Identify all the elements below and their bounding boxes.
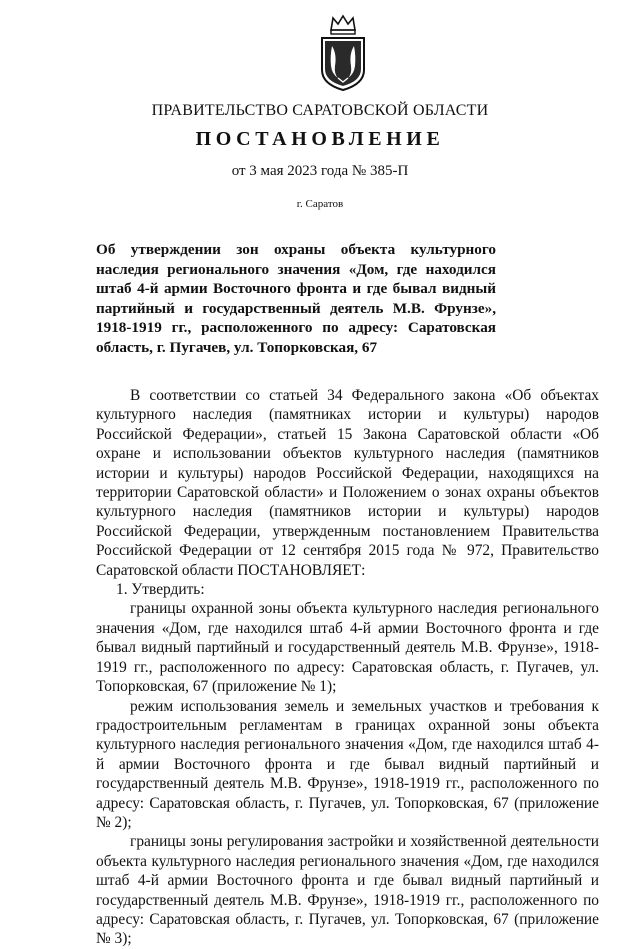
document-date-number: от 3 мая 2023 года № 385-П <box>231 163 409 179</box>
organization-name: ПРАВИТЕЛЬСТВО САРАТОВСКОЙ ОБЛАСТИ <box>151 102 489 119</box>
document-type: ПОСТАНОВЛЕНИЕ <box>195 128 445 150</box>
document-city: г. Саратов <box>296 198 344 210</box>
list-item: границы охранной зоны объекта культурного наследия регионального значения «Дом, где находился штаб 4-й армии Восточного фронта и где бывал видный партийный и государственный деятель М.В. Фрунзе», 1918-1919 гг., расположенного по адресу: Саратовская область, г. Пугачев, ул. Топорковская, 67 (приложение № 1); <box>96 600 599 696</box>
list-item: режим использования земель и земельных участков и требования к градостроительным регламентам в границах охранной зоны объекта культурного наследия регионального значения «Дом, где находился штаб 4-й армии Восточного фронта и где бывал видный партийный и государственный деятель М.В. Фрунзе», 1918-1919 гг., расположенного по адресу: Саратовская область, г. Пугачев, ул. Топорковская, 67 (приложение № 2); <box>96 697 599 831</box>
saratov-coat-of-arms-icon <box>318 14 368 92</box>
document-title: Об утверждении зон охраны объекта культурного наследия регионального значения «Дом, где находился штаб 4-й армии Восточного фронта и где бывал видный партийный и государственный деятель М.В. Фрунзе», 1918-1919 гг., расположенного по адресу: Саратовская область, г. Пугачев, ул. Топорковская, 67 <box>96 241 496 356</box>
list-item: границы зоны регулирования застройки и хозяйственной деятельности объекта культурного наследия регионального значения «Дом, где находился штаб 4-й армии Восточного фронта и где бывал видный партийный и государственный деятель М.В. Фрунзе», 1918-1919 гг., расположенного по адресу: Саратовская область, г. Пугачев, ул. Топорковская, 67 (приложение № 3); <box>96 833 599 948</box>
clause-1: 1. Утвердить: <box>116 581 205 599</box>
document-body <box>96 386 599 949</box>
preamble-paragraph: В соответствии со статьей 34 Федерального закона «Об объектах культурного наследия (памятниках истории и культуры) народов Российской Федерации», статьей 15 Закона Саратовской области «Об охране и использовании объектов культурного наследия (памятников истории и культуры) народов Российской Федерации, находящихся на территории Саратовской области» и Положением о зонах охраны объектов культурного наследия (памятников истории и культуры) народов Российской Федерации, утвержденным постановлением Правительства Российской Федерации от 12 сентября 2015 года № 972, Правительство Саратовской области ПОСТАНОВЛЯЕТ: <box>96 387 599 579</box>
